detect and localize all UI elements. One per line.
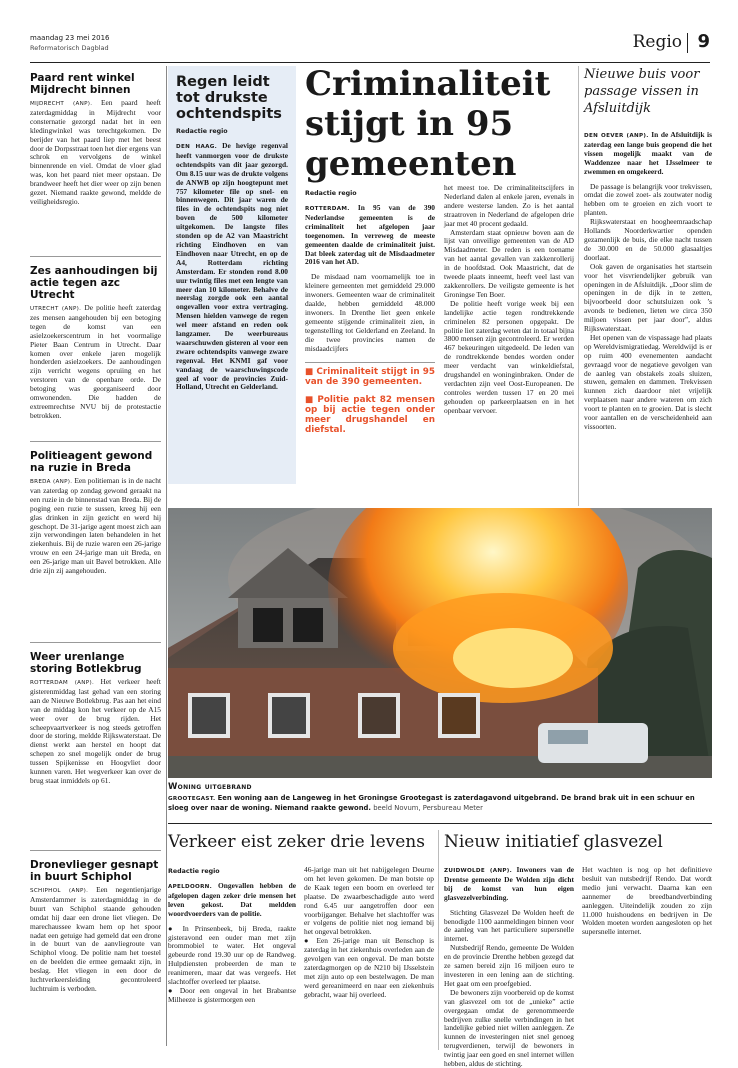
fiber-lead: Inwoners van de Drentse gemeente De Wolden zijn dicht bij de komst van hun eigen glasvezelverbinding.: [444, 865, 574, 902]
right-dateline: DEN OEVER (ANP).: [584, 133, 649, 139]
right-lead: In de Afsluitdijk is zaterdag een lange buis geopend die het vissen mogelijk maakt van de Waddenzee naar het IJsselmeer te zwemmen en omgekeerd.: [584, 130, 712, 176]
brief-body: Een negentienjarige Amsterdammer is zaterdagmiddag in de buurt van Schiphol staande gehouden omdat hij daar een drone liet vliegen. De marechaussee kwam hem op het spoor nadat een getuige had gemeld dat een drone in de buurt van de aanvliegroute van Schiphol vloog. De politie nam het toestel en de beelden die ermee gemaakt zijn, in beslag. Het vliegen in een door de luchtverkeersleiding gecontroleerd luchtruim is verboden.: [30, 885, 161, 993]
traffic-col-2: [304, 866, 434, 1000]
brief-body: Een politieman is in de nacht van zaterdag op zondag gewond geraakt na een ruzie in de binnenstad van Breda. Bij de poging een ruzie te sussen, kreeg hij een glas drinken in zijn gezicht en werd hij geschopt. De 31-jarige agent moest zich aan zijn verwondingen laten behandelen in het ziekenhuis. Bij de ruzie waren een 26-jarige vrouw en een 24-jarige man uit Breda, en een 26-jarige man uit Bavel betrokken. Alle drie zijn zij aangehouden.: [30, 476, 161, 576]
brief-title: Weer urenlange storing Botlekbrug: [30, 651, 142, 675]
traffic-byline: Redactie regio: [168, 868, 220, 875]
traffic-lead: Ongevallen hebben de afgelopen dagen zeker drie mensen het leven gekost. Dat meldden woordvoerders van de politie.: [168, 881, 296, 918]
right-headline: Nieuwe buis voor passage vissen in Afsluitdijk: [584, 67, 700, 116]
traffic-headline: Verkeer eist zeker drie levens: [168, 832, 425, 852]
caption-title: Woning uitgebrand: [168, 782, 252, 792]
main-lead: In 95 van de 390 Nederlandse gemeenten is de criminaliteit het afgelopen jaar toegenomen. In verreweg de meeste gemeenten daalde de criminaliteit juist. Dat bleek zaterdag uit de Misdaadmeter 2016 van het AD.: [305, 203, 435, 267]
traffic-col-1: [168, 882, 296, 1005]
bullet-icon: ●: [304, 936, 317, 946]
brief-body: De politie heeft zaterdag zes mensen aangehouden bij een betoging tegen de komst van een asielzoekerscentrum in het voormalige Pieter Baan Centrum in Utrecht. Daar komen over enkele jaren mogelijk honderden asielzoekers. De aanhoudingen zijn verricht wegens opruiing en het verstoren van de openbare orde. De betoging was georganiseerd door omwonenden. Die hadden de extreemrechtse NVU bij de protestactie betrokken.: [30, 303, 161, 420]
issue-date: maandag 23 mei 2016: [30, 34, 110, 42]
sidebar-divider: [166, 66, 167, 1046]
traffic-p1: In Prinsenbeek, bij Breda, raakte gisteravond een ouder man met zijn brommobiel te water. Het ongeval gebeurde rond 19.30 uur op de Randweg. Hulpdiensten probeerden de man te reanimeren, maar dat was vergeefs. Het slachtoffer overleed ter plaatse.: [168, 923, 297, 987]
fiber-col-2: [582, 866, 712, 937]
weather-dateline: DEN HAAG.: [176, 144, 218, 150]
page-number: 9: [697, 31, 710, 52]
main-p4: De politie heeft vorige week bij een landelijke actie tegen rondtrekkende criminelen 82 personen opgepakt. De politie liet zaterdag weten dat in totaal bijna 3800 mensen zijn gecontroleerd. Er werden 467 bekeuringen uitgedeeld. De leden van de rondtrekkende bendes worden onder meer verdacht van winkeldiefstal, drugshandel en woninginbraken. Onder de verdachten zijn veel Oost-Europeanen. De controles werden tussen 17 en 20 mei gehouden op parkeerplaatsen en in het openbaar vervoer.: [444, 298, 574, 415]
weather-byline: Redactie regio: [176, 128, 228, 135]
fiber-headline: Nieuw initiatief glasvezel: [444, 832, 663, 852]
brief-dateline: SCHIPHOL (ANP).: [30, 888, 89, 894]
right-p3: Ook gaven de organisaties het startsein voor het visvriendelijker gebruik van openingen in de Afsluitdijk. „Door slim de openingen in de dijk in te zetten, bijvoorbeeld door schutsluizen ook ’s avonds te bedienen, lieten we circa 350 miljoen vissen per jaar door”, aldus Rijkswaterstaat.: [584, 261, 712, 334]
brief-item: [30, 450, 161, 643]
main-p2: het meest toe. De criminaliteitscijfers in Nederland dalen al enkele jaren, evenals in andere westerse landen. Zo is het aantal straatroven in Nederland de afgelopen drie jaar met 40 procent gedaald.: [444, 183, 574, 228]
column-divider: [578, 66, 579, 506]
traffic-p2: Door een ongeval in het Brabantse Milheeze is gistermorgen een: [168, 985, 296, 1004]
weather-body: De hevige regenval heeft vanmorgen voor de drukste ochtendspits van dit jaar gezorgd. Om 8.15 uur was de drukte volgens de ANWB op zijn hoogtepunt met 757 kilometer file op snel- en binnenwegen. Dit jaar waren de files in de ochtendspits nog niet boven de 500 kilometer uitgekomen. De langste files stonden op de A2 van Maastricht richting Eindhoven en van Eindhoven naar Utrecht, en op de A4, Rotterdam richting Amsterdam. Er stonden rond 8.00 uur twintig files met een lengte van meer dan 10 kilometer. Behalve de neerslag zorgde ook een aantal ongevallen voor extra vertraging. Mensen hielden vanwege de regen wel meer afstand en reden ook langzamer. De weerbureaus waarschuwden gisteren al voor een zware ochtendspits vanwege zware regenval. Het KNMI gaf voor vandaag de waarschuwingscode geel af voor de provincies Zuid-Holland, Utrecht en Gelderland.: [176, 141, 288, 392]
main-byline: Redactie regio: [305, 190, 357, 197]
fire-photo: [168, 508, 712, 778]
main-col-2: [444, 184, 574, 416]
brief-dateline: MIJDRECHT (ANP).: [30, 101, 93, 107]
traffic-p4: Een 26-jarige man uit Benschop is zaterdag in het ziekenhuis overleden aan de gevolgen van een ongeval. De man botste zaterdagmorgen op de N210 bij IJsselstein met zijn auto op een bestelwagen. De man werd gereanimeerd en naar een ziekenhuis gebracht, waar hij overleed.: [304, 936, 435, 999]
traffic-dateline: APELDOORN.: [168, 884, 213, 890]
brief-title: Dronevlieger gesnapt in buurt Schiphol: [30, 859, 159, 883]
brief-title: Paard rent winkel Mijdrecht binnen: [30, 72, 135, 96]
weather-box: [168, 66, 296, 484]
right-p2: Rijkswaterstaat en hoogheemraadschap Hollands Noorderkwartier openden gezamenlijk de buis, die elke nacht tussen de 30.000 en de 50.000 glasaaltjes doorlaat.: [584, 217, 712, 262]
brief-body: Een paard heeft zaterdagmiddag in Mijdrecht voor consternatie gezorgd nadat het in een kledingwinkel was terechtgekomen. De berijder van het paard liep met het beest door de Dorpsstraat toen het dier ergens van schrok en vervolgens de winkel binnenrende en viel. Omdat de vloer glad was, kon het paard niet meer opstaan. De brandweer heeft het dier weer op zijn benen gezet. Niemand raakte gewond, meldde de veiligheidsregio.: [30, 98, 161, 206]
caption-dateline: GROOTEGAST.: [168, 796, 216, 802]
burning-house-image: [168, 508, 712, 778]
main-headline: Criminaliteit stijgt in 95 gemeenten: [305, 64, 551, 184]
section-name: Regio: [632, 32, 682, 52]
news-brief-column: [30, 72, 161, 1008]
highlight-quote: ■ Politie pakt 82 mensen op bij actie tegen onder meer drugshandel en diefstal.: [305, 395, 435, 435]
photo-credit: beeld Novum, Persbureau Meter: [373, 804, 483, 812]
right-p4: Het openen van de vispassage had plaats op Wereldvismigratiedag. Wereldwijd is er op ruim 400 evenementen aandacht gevraagd voor de negatieve gevolgen van de aanleg van obstakels zoals sluizen, stuwen, gemalen en dammen. Trekvissen kunnen zich daardoor niet vrijelijk verplaatsen naar andere wateren om zich voort te planten en te groeien. Dat is slecht voor aantallen en de verscheidenheid aan vissoorten.: [584, 332, 712, 431]
fiber-p4: Het wachten is nog op het definitieve besluit van nutsbedrijf Rendo. Dat wordt medio juni verwacht. Daarna kan een aannemer de breedbandverbinding aanleggen. Uiteindelijk zouden zo zijn 11.000 huishoudens en bedrijven in De Wolden moeten worden aangesloten op het supersnelle internet.: [582, 865, 712, 937]
bullet-icon: ●: [168, 923, 183, 933]
brief-title: Politieagent gewond na ruzie in Breda: [30, 450, 153, 474]
brief-body: Het verkeer heeft gisterenmiddag last gehad van een storing aan de Nieuwe Botlekbrug. Pas aan het eind van de middag kon het verkeer op de A15 weer over de brug rijden. Het scheepvaartverkeer is nog steeds getroffen door de storing, meldde Rijkswaterstaat. De dienst werkt aan herstel en hoopt dat schepen zo snel mogelijk onder de brug tussen Spijkenisse en Hoogvliet door kunnen varen. Het wegverkeer kan over de brug staat inmiddels op 61.: [30, 677, 161, 785]
brief-item: [30, 72, 161, 257]
photo-caption: [168, 782, 712, 813]
column-divider: [438, 830, 439, 1050]
weather-box-title: Regen leidt tot drukste ochtendspits: [176, 74, 282, 122]
brief-dateline: ROTTERDAM (ANP).: [30, 680, 95, 686]
fiber-p1: Stichting Glasvezel De Wolden heeft de benodigde 1100 aanmeldingen binnen voor de aanleg van het particuliere supersnelle internet.: [444, 907, 574, 944]
fiber-p2: Nutsbedrijf Rendo, gemeente De Wolden en de provincie Drenthe hebben gezegd dat ze samen bereid zijn 16 miljoen euro te investeren in een lening aan de stichting. Het gaat om een proefgebied.: [444, 943, 574, 988]
bullet-icon: ●: [168, 985, 180, 995]
brief-item: [30, 859, 161, 1000]
brief-title: Zes aanhoudingen bij actie tegen azc Utrecht: [30, 265, 158, 301]
main-col-1: [305, 204, 435, 435]
paper-name: Reformatorisch Dagblad: [30, 44, 109, 52]
fiber-col-1: [444, 866, 574, 1068]
traffic-p3: 46-jarige man uit het nabijgelegen Deurne om het leven gekomen. De man botste op de Kaak tegen een boom en overleed ter plaatse. De zwaarbeschadigde auto werd rond 6.45 uur aangetroffen door een voorbijganger. Behalve het slachtoffer was er volgens de politie niet nog iemand bij het ongeval betrokken.: [304, 865, 434, 937]
masthead: [30, 30, 710, 62]
right-p1: De passage is belangrijk voor trekvissen, omdat die zowel zoet- als zoutwater nodig hebben om te groeien en zich voort te planten.: [584, 181, 712, 218]
highlight-quote: ■ Criminaliteit stijgt in 95 van de 390 gemeenten.: [305, 367, 435, 387]
section-divider: [687, 33, 688, 53]
brief-item: [30, 651, 161, 851]
brief-dateline: UTRECHT (ANP).: [30, 306, 82, 312]
fiber-dateline: ZUIDWOLDE (ANP).: [444, 868, 513, 874]
main-dateline: ROTTERDAM.: [305, 206, 350, 212]
caption-text: Een woning aan de Langeweg in het Groningse Grootegast is zaterdagavond uitgebrand. De brand brak uit in een schuur en sloeg over naar de woning. Niemand raakte gewond.: [168, 794, 695, 812]
main-p3: Amsterdam staat opnieuw boven aan de lijst van onveilige gemeenten van de AD Misdaadmeter. De reden is een toename van het aantal gevallen van zakkenrollerij in de hoofdstad. Ook Maastricht, dat de tweede plaats inneemt, heeft veel last van zakkenrollers. De veiligste gemeente is het Groningse Ten Boer.: [444, 227, 574, 299]
section-rule: [168, 823, 712, 824]
fiber-p3: De bewoners zijn voorbereid op de komst van glasvezel om tot de „unieke” actie overgegaan omdat de gerenommeerde bedrijven zulke snelle verbindingen in het landelijke gebied niet willen aanleggen. Ze kunnen de investeringen niet snel genoeg terugverdienen, terwijl de bewoners in twintig jaar een goed en snel internet willen hebben, aldus de stichting.: [444, 987, 574, 1068]
masthead-rule: [30, 62, 710, 63]
brief-dateline: BREDA (ANP).: [30, 479, 73, 485]
brief-item: [30, 265, 161, 442]
right-article-body: [584, 131, 712, 432]
main-p1: De misdaad nam voornamelijk toe in kleinere gemeenten met gemiddeld 29.000 inwoners. Gemeenten waar de criminaliteit daalde, hebben gemiddeld 48.000 inwoners. In Drenthe liet geen enkele gemeente stijgende criminaliteit zien, in tegenstelling tot Gelderland en Zeeland. In die twee provincies namen de misdaadcijfers: [305, 272, 435, 353]
